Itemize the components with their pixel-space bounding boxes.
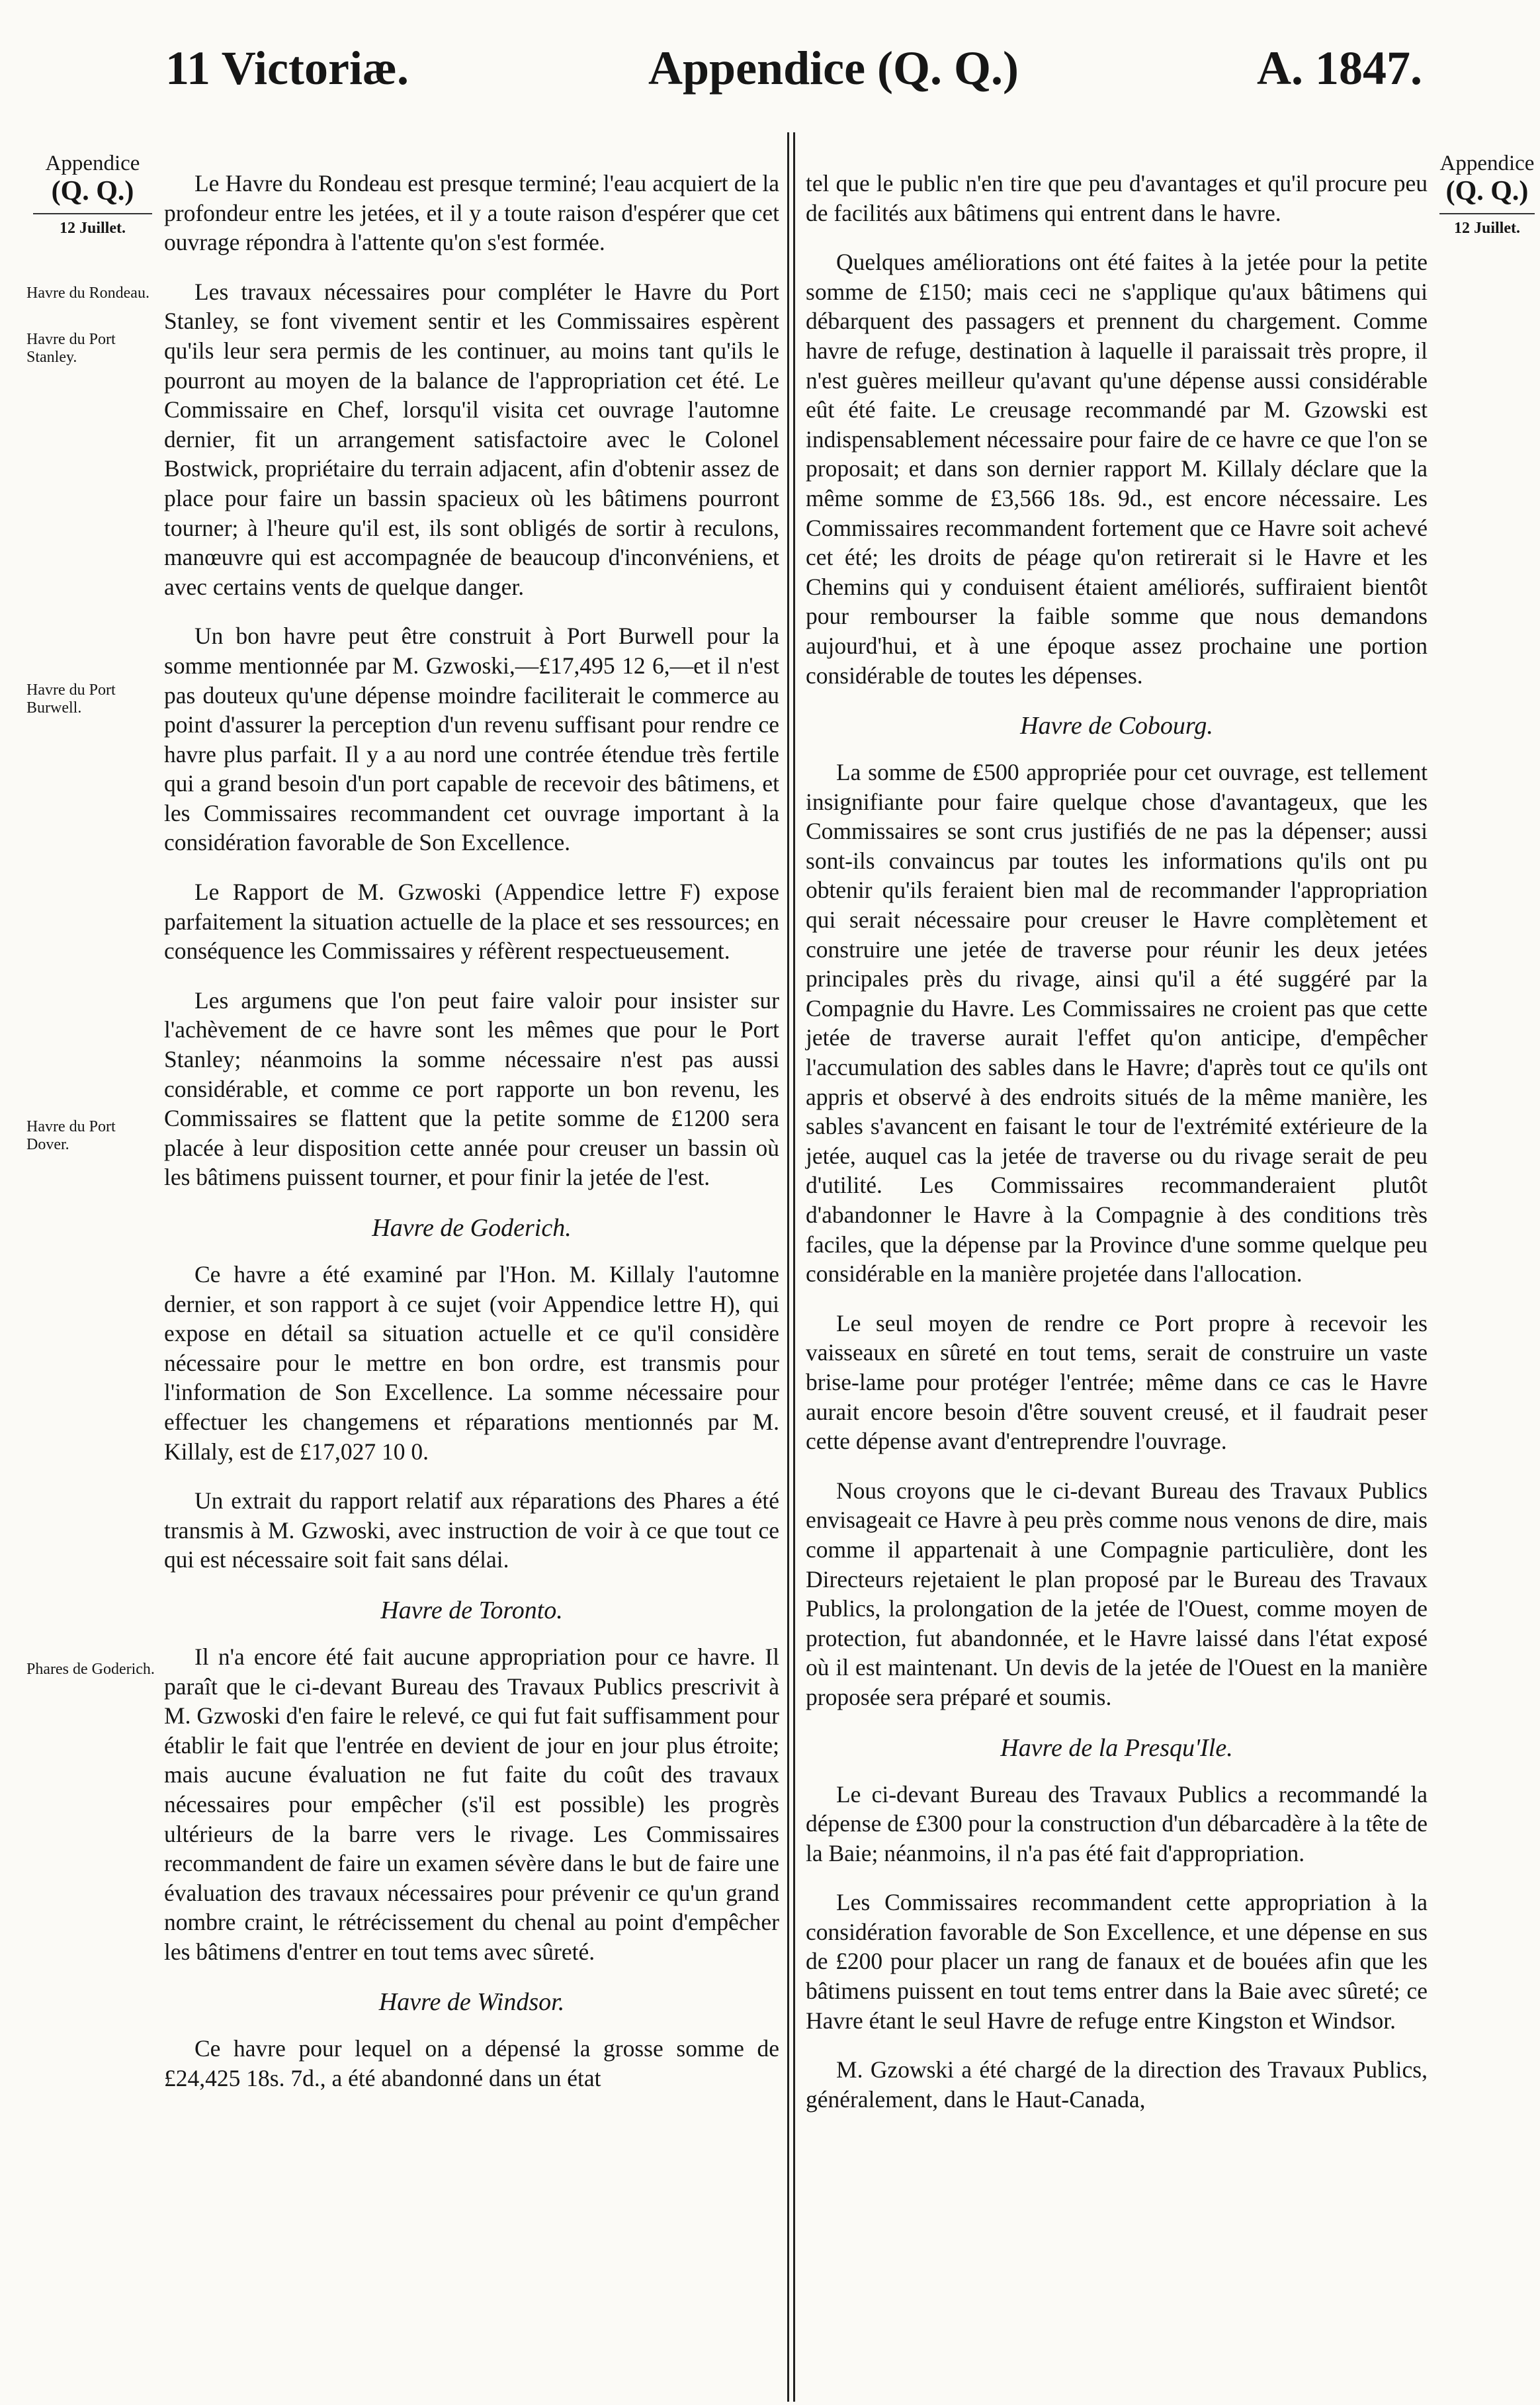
section-heading: Havre de Cobourg.: [1020, 712, 1213, 740]
right-text-column: [806, 169, 1428, 2134]
body-paragraph: Les travaux nécessaires pour compléter le Havre du Port Stanley, se font vivement sentir et les Commissaires espèrent qu'ils leur sera permis de les continuer, au moins tant qu'ils le pourront au moyen de la balance de l'appropriation cet été. Le Commissaire en Chef, lorsqu'il visita cet ouvrage l'automne dernier, fit un arrangement satisfactoire avec le Colonel Bostwick, propriétaire du terrain adjacent, afin d'obtenir assez de place pour faire un bassin spacieux où les bâtimens pourront tourner; à l'heure qu'il est, ils sont obligés de sortir à reculons, manœuvre qui est accompagnée de beaucoup d'inconvéniens, et avec certains vents de quelque danger.: [164, 278, 779, 600]
margin-appendix-ref: (Q. Q.): [51, 176, 134, 206]
body-paragraph: Quelques améliorations ont été faites à la jetée pour la petite somme de £150; mais ceci ne s'applique qu'aux bâtimens qui débarquent des passagers et prennent du chargement. Comme havre de refuge, destination à laquelle il paraissait très propre, il n'est guères meilleur qu'avant qu'une dépense aussi considérable eût été faite. Le creusage recommandé par M. Gzowski est indispensablement nécessaire pour faire de ce havre ce que l'on se proposait; et dans son dernier rapport M. Killaly déclare que la même somme de £3,566 18s. 9d., est encore nécessaire. Les Commissaires recommandent fortement que ce Havre soit achevé cet été; les droits de péage qu'on retirerait si le Havre et les Chemins qui y conduisent étaient améliorés, suffiraient bientôt pour rembourser la faible somme que nous demandons aujourd'hui, et à une époque assez prochaine une portion considérable de toutes les dépenses.: [806, 249, 1428, 689]
margin-note: Havre du Port Dover.: [26, 1118, 116, 1153]
margin-appendix-label: Appendice: [45, 152, 140, 175]
body-paragraph: Un extrait du rapport relatif aux réparations des Phares a été transmis à M. Gzwoski, avec instruction de voir à ce que tout ce qui est nécessaire soit fait sans délai.: [164, 1487, 779, 1573]
body-paragraph: Il n'a encore été fait aucune appropriation pour ce havre. Il paraît que le ci-devant Bureau des Travaux Publics prescrivit à M. Gzwoski d'en faire le relevé, ce qui fut fait suffisamment pour établir le fait que l'entrée en devient de jour en jour plus étroite; mais aucune évaluation ne fut faite du coût des travaux nécessaires pour empêcher (s'il est possible) les progrès ultérieurs de la barre vers le rivage. Les Commissaires recommandent de faire un examen sévère dans le but de faire une évaluation des travaux nécessaires pour prévenir ce qu'un grand nombre craint, le rétrécissement du chenal au point d'empêcher les bâtimens d'entrer en tout tems avec sûreté.: [164, 1643, 779, 1965]
column-divider: [787, 132, 789, 2402]
column-divider-second: [793, 132, 795, 2402]
margin-rule-right: [1439, 213, 1535, 214]
body-paragraph: Un bon havre peut être construit à Port Burwell pour la somme mentionnée par M. Gzwoski,—£17,495 12 6,—et il n'est pas douteux qu'une dépense moindre faciliterait le commerce au point d'assurer la perception d'un revenu suffisant pour rendre ce havre plus parfait. Il y a au nord une contrée étendue très fertile qui a grand besoin d'un port capable de recevoir des bâtimens, et les Commissaires recommandent cet ouvrage important à la considération favorable de Son Excellence.: [164, 623, 779, 856]
body-paragraph: La somme de £500 appropriée pour cet ouvrage, est tellement insignifiante pour faire quelque chose d'avantageux, que les Commissaires se sont crus justifiés de ne pas la dépenser; aussi sont-ils convaincus par toutes les informations qu'ils ont pu obtenir qu'ils feraient bien mal de recommander l'appropriation qui serait nécessaire pour creuser le Havre complètement et construire une jetée de traverse pour réunir les deux jetées principales près du rivage, ainsi qu'il a été suggéré par la Compagnie du Havre. Les Commissaires ne croient pas que cette jetée de traverse aurait l'effet qu'on anticipe, d'empêcher l'accumulation des sables dans le Havre; d'après tout ce qu'ils ont appris et observé à des endroits situés de la même manière, les sables s'avancent en faisant le tour de l'extrémité extérieure de la jetée, auquel cas la jetée de traverse ou du rivage serait de peu d'utilité. Les Commissaires recommanderaient plutôt d'abandonner le Havre à la Compagnie à des conditions très faciles, que la dépense par la Province d'une somme quelque peu considérable en la manière projetée dans l'allocation.: [806, 759, 1428, 1288]
header-year: A. 1847.: [1257, 42, 1422, 95]
margin-date: 12 Juillet.: [60, 220, 126, 237]
margin-note: Phares de Goderich.: [26, 1661, 155, 1678]
margin-note: Havre du Rondeau.: [26, 284, 150, 302]
body-paragraph: Les argumens que l'on peut faire valoir pour insister sur l'achèvement de ce havre sont les mêmes que pour le Port Stanley; néanmoins la somme nécessaire n'est pas aussi considérable, et comme ce port rapporte un bon revenu, les Commissaires se flattent que la petite somme de £1200 sera placée à leur disposition cette année pour creuser un bassin où les bâtimens puissent tourner, et pour finir la jetée de l'est.: [164, 986, 779, 1191]
body-paragraph: M. Gzowski a été chargé de la direction des Travaux Publics, généralement, dans le Haut-Canada,: [806, 2056, 1428, 2113]
running-header: [0, 41, 1540, 107]
body-paragraph: Ce havre a été examiné par l'Hon. M. Killaly l'automne dernier, et son rapport à ce sujet (voir Appendice lettre H), qui expose en détail sa situation actuelle et ce qu'il considère nécessaire pour le mettre en bon ordre, est transmis pour l'information de Son Excellence. La somme nécessaire pour effectuer les changemens et réparations mentionnés par M. Killaly, est de £17,027 10 0.: [164, 1261, 779, 1465]
margin-appendix-ref-right: (Q. Q.): [1445, 176, 1529, 206]
header-appendix-title: Appendice (Q. Q.): [648, 42, 1019, 95]
body-paragraph: Nous croyons que le ci-devant Bureau des Travaux Publics envisageait ce Havre à peu près comme nous venons de dire, mais comme il appartenait à une Compagnie particulière, dont les Directeurs rejetaient le plan proposé par le Bureau des Travaux Publics, la prolongation de la jetée de l'Ouest, comme moyen de protection, fut abandonnée, et le Havre laissé dans l'état exposé où il est maintenant. Un devis de la jetée de l'Ouest en la manière proposée sera préparé et soumis.: [806, 1477, 1428, 1710]
margin-rule: [33, 213, 152, 214]
margin-note: Havre du Port Burwell.: [26, 681, 116, 717]
margin-appendix-label-right: Appendice: [1439, 152, 1535, 175]
body-paragraph: Le Rapport de M. Gzwoski (Appendice lettre F) expose parfaitement la situation actuelle de la place et ses ressources; en conséquence les Commissaires y réfèrent respectueusement.: [164, 879, 779, 965]
header-regnal-year: 11 Victoriæ.: [165, 42, 409, 95]
margin-note: Havre du Port Stanley.: [26, 331, 116, 366]
section-heading: Havre de la Presqu'Ile.: [1000, 1733, 1233, 1762]
body-paragraph: Le ci-devant Bureau des Travaux Publics a recommandé la dépense de £300 pour la construction d'un débarcadère à la tête de la Baie; néanmoins, il n'a pas été fait d'appropriation.: [806, 1780, 1428, 1866]
body-paragraph: Le Havre du Rondeau est presque terminé; l'eau acquiert de la profondeur entre les jetées, et il y a toute raison d'espérer que cet ouvrage répondra à l'attente qu'on s'est formée.: [164, 170, 779, 256]
left-text-column: [164, 169, 779, 2113]
section-heading: Havre de Windsor.: [378, 1988, 565, 2017]
body-paragraph: tel que le public n'en tire que peu d'avantages et qu'il procure peu de facilités aux bâtimens qui entrent dans le havre.: [806, 170, 1428, 226]
section-heading: Havre de Goderich.: [372, 1214, 572, 1242]
body-paragraph: Les Commissaires recommandent cette appropriation à la considération favorable de Son Excellence, et une dépense en sus de £200 pour placer un rang de fanaux et de bouées afin que les bâtimens puissent en tout tems entrer dans la Baie avec sûreté; ce Havre étant le seul Havre de refuge entre Kingston et Windsor.: [806, 1889, 1428, 2034]
section-heading: Havre de Toronto.: [380, 1596, 563, 1624]
margin-date-right: 12 Juillet.: [1454, 220, 1520, 237]
right-margin-box: [1434, 151, 1540, 237]
body-paragraph: Le seul moyen de rendre ce Port propre à recevoir les vaisseaux en sûreté en tout tems, serait de construire un vaste brise-lame pour protéger l'entrée; même dans ce cas le Havre aurait encore besoin d'être souvent creusé, et il faudrait peser cette dépense avant d'entreprendre l'ouvrage.: [806, 1309, 1428, 1455]
body-paragraph: Ce havre pour lequel on a dépensé la grosse somme de £24,425 18s. 7d., a été abandonné dans un état: [164, 2035, 779, 2092]
left-margin-box: [26, 151, 159, 237]
